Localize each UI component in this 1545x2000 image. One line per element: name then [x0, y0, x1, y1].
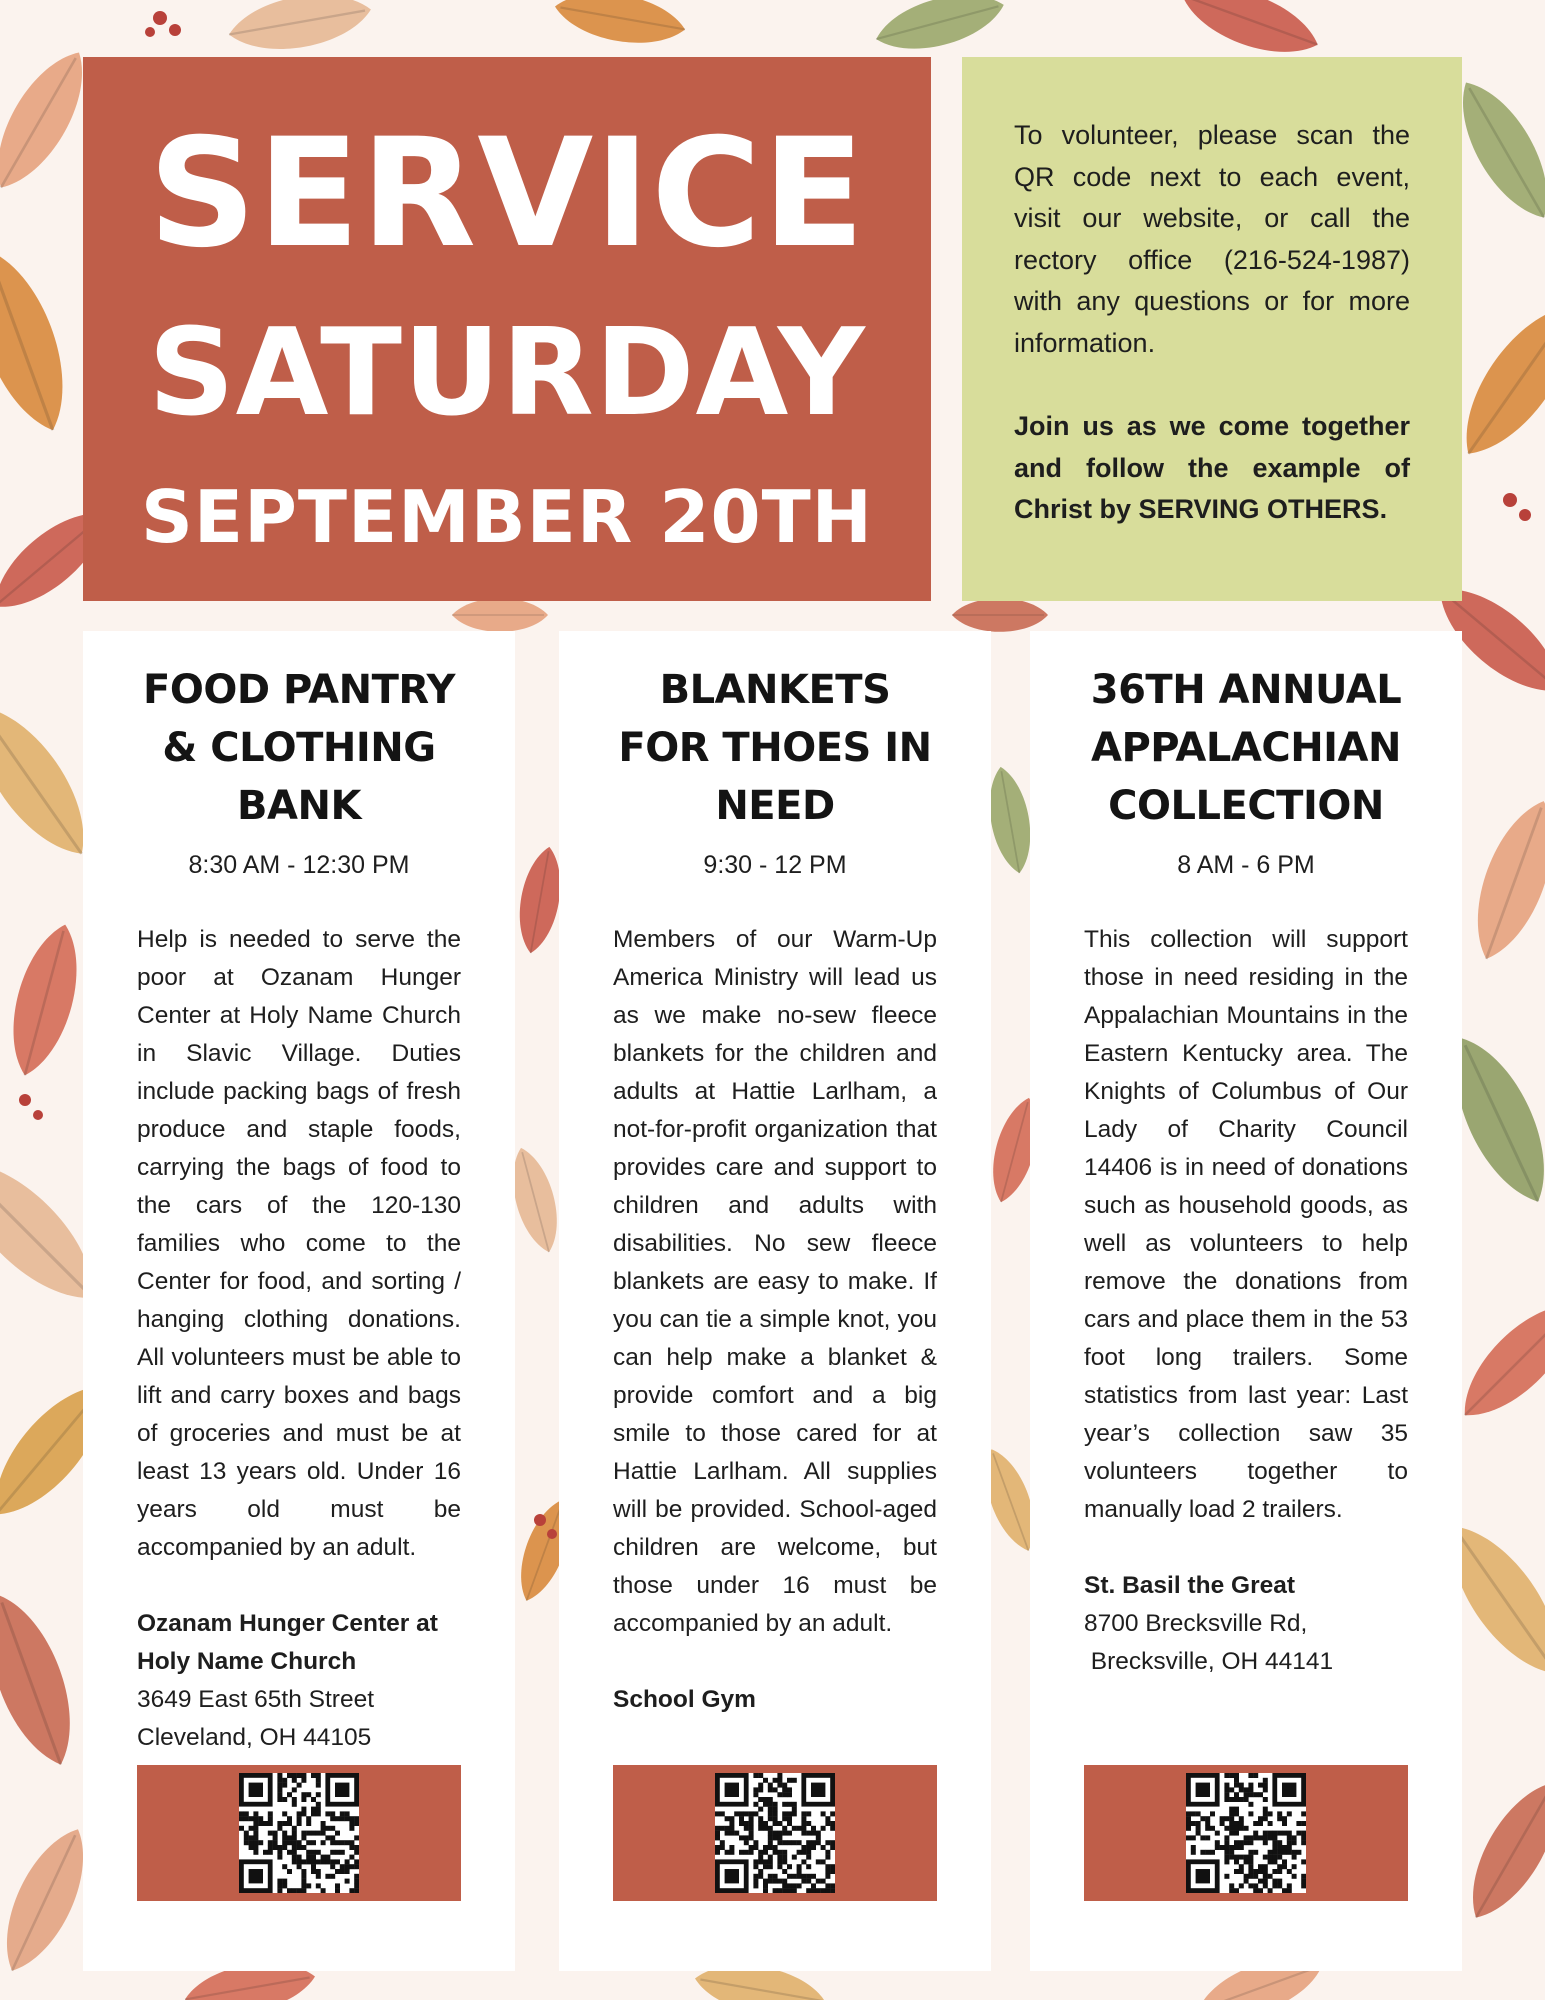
- event-title: BLANKETS FOR THOES IN NEED: [618, 667, 932, 829]
- event-time: 8:30 AM - 12:30 PM: [188, 851, 410, 879]
- event-card-food-pantry: [83, 631, 515, 1971]
- address-line2: Cleveland, OH 44105: [137, 1724, 372, 1751]
- event-location: [1084, 1567, 1408, 1681]
- volunteer-info-box: [962, 57, 1462, 601]
- location-name: School Gym: [613, 1686, 756, 1713]
- event-description: This collection will support those in need residing in the Appalachian Mountains in the Eastern Kentucky area. The Knights of Columbus of Our Lady of Charity Council 14406 is in need of donations such as household goods, as well as volunteers to help remove the donations from cars and place them in the 53 foot long trailers. Some statistics from last year: Last year’s collection saw 35 volunteers together to manually load 2 trailers.: [1084, 926, 1408, 1523]
- address-line1: 3649 East 65th Street: [137, 1686, 374, 1713]
- title-service: SERVICE: [148, 107, 866, 281]
- event-time: 8 AM - 6 PM: [1177, 851, 1315, 879]
- event-description: Members of our Warm-Up America Ministry will lead us as we make no-sew fleece blankets for the children and adults at Hattie Larlham, a not-for-profit organization that provides care and support to children and adults with disabilities. No sew fleece blankets are easy to make. If you can tie a simple knot, you can help make a blanket & provide comfort and a big smile to those cared for at Hattie Larlham. All supplies will be provided. School-aged children are welcome, but those under 16 must be accompanied by an adult.: [613, 926, 937, 1637]
- event-location: [137, 1605, 461, 1757]
- qr-code-icon[interactable]: [1186, 1773, 1306, 1893]
- qr-code-bar: [1084, 1765, 1408, 1901]
- qr-code-icon[interactable]: [239, 1773, 359, 1893]
- event-title: 36TH ANNUAL APPALACHIAN COLLECTION: [1090, 667, 1402, 829]
- location-name: St. Basil the Great: [1084, 1572, 1296, 1599]
- location-name: Ozanam Hunger Center at Holy Name Church: [137, 1610, 438, 1675]
- address-line2: Brecksville, OH 44141: [1084, 1648, 1334, 1675]
- event-title: FOOD PANTRY & CLOTHING BANK: [143, 667, 455, 829]
- qr-code-bar: [137, 1765, 461, 1901]
- qr-code-icon[interactable]: [715, 1773, 835, 1893]
- call-to-action: Join us as we come together and follow the example of Christ by SERVING OTHERS.: [1014, 411, 1410, 525]
- title-date: SEPTEMBER 20TH: [141, 475, 873, 559]
- address-line1: 8700 Brecksville Rd,: [1084, 1610, 1308, 1637]
- event-time: 9:30 - 12 PM: [703, 851, 847, 879]
- title-saturday: SATURDAY: [148, 304, 866, 443]
- event-location: [613, 1681, 937, 1719]
- event-description: Help is needed to serve the poor at Ozanam Hunger Center at Holy Name Church in Slavic Village. Duties include packing bags of fresh produce and staple foods, carrying the bags of food to the cars of the 120-130 families who come to the Center for food, and sorting / hanging clothing donations. All volunteers must be able to lift and carry boxes and bags of groceries and must be at least 13 years old. Under 16 years old must be accompanied by an adult.: [137, 926, 461, 1561]
- event-card-appalachian-collection: [1030, 631, 1462, 1971]
- title-banner: [83, 57, 931, 601]
- event-card-blankets: [559, 631, 991, 1971]
- qr-code-bar: [613, 1765, 937, 1901]
- volunteer-instructions: To volunteer, please scan the QR code next to each event, visit our website, or call the rectory office (216-524-1987) with any questions or for more information.: [1014, 120, 1410, 358]
